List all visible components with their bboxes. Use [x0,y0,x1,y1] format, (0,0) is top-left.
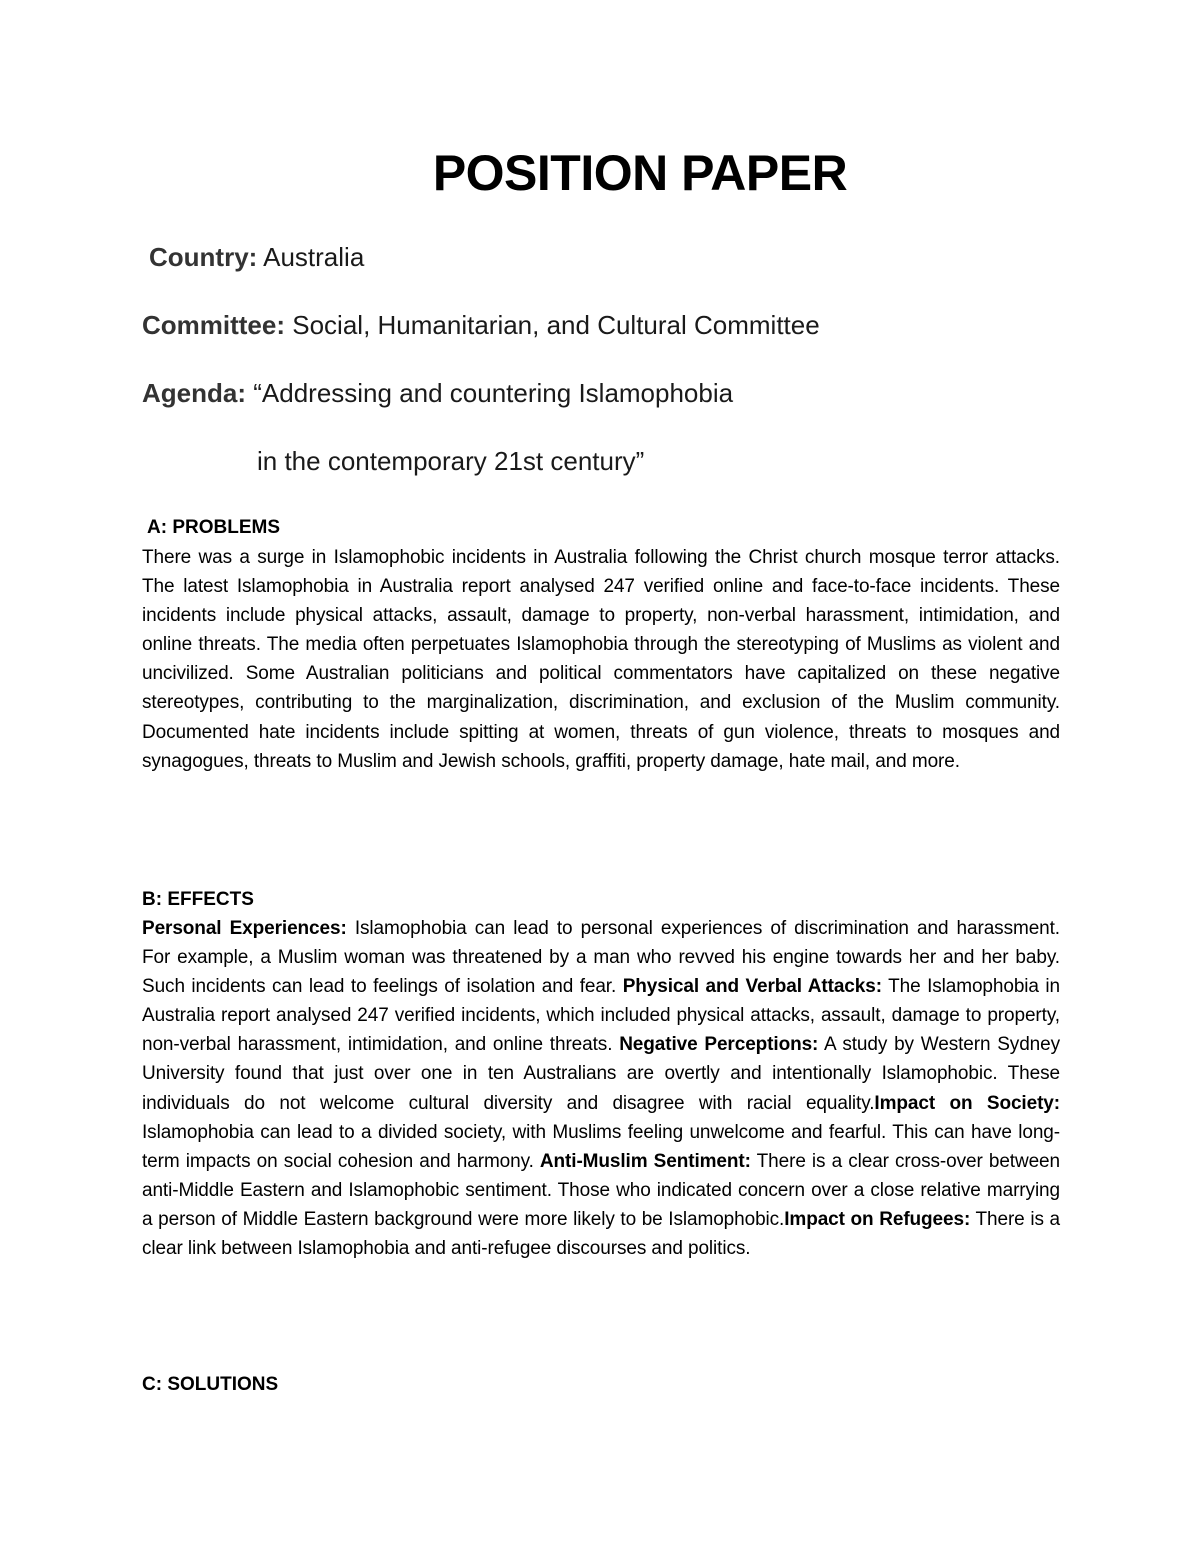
effect-label: Negative Perceptions: [619,1034,819,1056]
country-value: Australia [263,242,365,272]
effect-label: Personal Experiences: [142,918,347,939]
effect-text: The Islamophobia in Australia report analysed 247 verified incidents, which included physical attacks, assault, damage to property, non-verbal harassment, intimidation, and online threats. [142,976,1060,1056]
document-title: POSITION PAPER [432,145,848,201]
agenda-label: Agenda: [142,378,246,408]
effects-paragraph [142,914,1060,1263]
section-heading-problems: A: PROBLEMS [147,517,280,538]
effect-label: Anti-Muslim Sentiment: [539,1150,751,1172]
effect-text: There is a clear cross-over between anti-Middle Eastern and Islamophobic sentiment. Those who indicated concern over a close relative marrying a person of Middle Eastern background were more likely to be Islamophobic. [142,1150,1060,1230]
committee-label: Committee: [142,310,286,340]
committee-value: Social, Humanitarian, and Cultural Committee [292,310,820,340]
agenda-value-line1: “Addressing and countering Islamophobia [253,378,734,408]
agenda-line [142,376,733,410]
committee-line [142,308,820,342]
effect-label: Physical and Verbal Attacks: [622,976,882,998]
effect-text: There is a clear link between Islamophobia and anti-refugee discourses and politics. [142,1208,1060,1260]
problems-paragraph: There was a surge in Islamophobic incidents in Australia following the Christ church mosque terror attacks. The latest Islamophobia in Australia report analysed 247 verified online and face-to-face incidents. These incidents include physical attacks, assault, damage to property, non-verbal harassment, intimidation, and online threats. The media often perpetuates Islamophobia through the stereotyping of Muslims as violent and uncivilized. Some Australian politicians and political commentators have capitalized on these negative stereotypes, contributing to the marginalization, discrimination, and exclusion of the Muslim community. Documented hate incidents include spitting at women, threats of gun violence, threats to mosques and synagogues, threats to Muslim and Jewish schools, graffiti, property damage, hate mail, and more. [142,547,1060,772]
effect-text: Islamophobia can lead to a divided society, with Muslims feeling unwelcome and fearful. This can have long-term impacts on social cohesion and harmony. [142,1121,1060,1172]
agenda-value-line2: in the contemporary 21st century” [257,446,645,476]
section-heading-solutions: C: SOLUTIONS [142,1374,279,1395]
section-heading-effects: B: EFFECTS [142,889,254,910]
effect-text: A study by Western Sydney University found that just over one in ten Australians are overtly and intentionally Islamophobic. These individuals do not welcome cultural diversity and disagree with racial equality. [142,1034,1061,1114]
effect-text: Islamophobia can lead to personal experiences of discrimination and harassment. For example, a Muslim woman was threatened by a man who revved his engine towards her and her baby. Such incidents can lead to feelings of isolation and fear. [142,918,1060,998]
effect-label: Impact on Society: [874,1092,1060,1114]
country-line [149,240,364,274]
country-label: Country: [149,242,258,272]
effect-label: Impact on Refugees: [784,1208,971,1230]
